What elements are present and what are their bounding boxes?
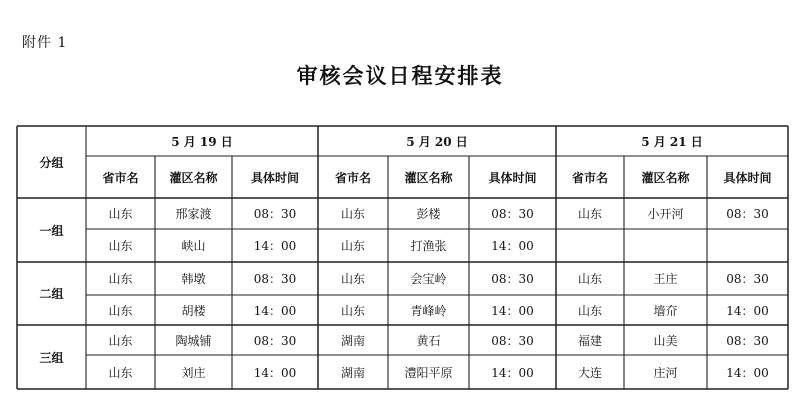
time-cell <box>707 229 788 262</box>
province-cell: 山东 <box>340 207 365 221</box>
province-cell: 山东 <box>108 333 133 348</box>
time-cell: 14：00 <box>253 303 297 318</box>
district-header: 灌区名称 <box>641 170 690 185</box>
district-cell <box>624 229 707 262</box>
district-cell: 墙夼 <box>653 303 678 318</box>
province-cell: 山东 <box>340 272 365 286</box>
province-cell: 山东 <box>108 365 133 380</box>
time-cell: 08：30 <box>491 333 534 348</box>
district-cell: 庄河 <box>653 365 678 380</box>
province-cell: 山东 <box>340 239 365 253</box>
district-cell: 胡楼 <box>181 303 206 318</box>
district-cell: 韩墩 <box>181 272 206 286</box>
province-cell: 湖南 <box>340 365 365 380</box>
time-cell: 14：00 <box>491 303 534 318</box>
province-cell: 福建 <box>577 333 602 348</box>
time-cell: 14：00 <box>491 365 534 380</box>
time-cell: 14：00 <box>253 365 297 380</box>
province-cell: 山东 <box>108 207 133 221</box>
district-cell: 青峰岭 <box>410 303 447 318</box>
district-cell: 山美 <box>653 333 678 348</box>
district-cell: 会宝岭 <box>410 272 447 286</box>
group-label: 三组 <box>39 350 64 365</box>
attachment-label: 附件 1 <box>22 35 68 51</box>
time-cell: 08：30 <box>726 333 769 348</box>
time-cell: 14：00 <box>726 365 769 380</box>
date-header: 5 月 21 日 <box>641 134 703 149</box>
district-cell: 小开河 <box>647 207 684 221</box>
time-cell: 14：00 <box>253 239 297 253</box>
time-header: 具体时间 <box>723 170 772 185</box>
district-header: 灌区名称 <box>169 170 218 185</box>
district-cell: 黄石 <box>416 333 441 348</box>
time-cell: 08：30 <box>253 333 297 348</box>
province-header: 省市名 <box>102 170 139 185</box>
province-header: 省市名 <box>571 170 608 185</box>
district-cell: 彭楼 <box>416 207 441 221</box>
district-cell: 王庄 <box>653 272 678 286</box>
group-label: 一组 <box>39 223 64 238</box>
province-cell: 山东 <box>108 303 133 318</box>
province-cell: 山东 <box>108 239 133 253</box>
time-header: 具体时间 <box>250 170 299 185</box>
time-cell: 08：30 <box>726 272 769 286</box>
province-cell: 大连 <box>577 365 602 380</box>
group-label: 二组 <box>39 287 64 301</box>
time-cell: 14：00 <box>491 239 534 253</box>
district-cell: 刘庄 <box>181 365 206 380</box>
province-cell: 山东 <box>577 303 602 318</box>
district-cell: 陶城铺 <box>175 333 212 348</box>
district-header: 灌区名称 <box>404 170 453 185</box>
province-cell <box>556 229 624 262</box>
time-cell: 08：30 <box>253 207 297 221</box>
time-cell: 08：30 <box>491 272 534 286</box>
district-cell: 澧阳平原 <box>404 365 453 380</box>
date-header: 5 月 20 日 <box>406 134 468 149</box>
province-cell: 山东 <box>577 207 602 221</box>
time-header: 具体时间 <box>488 170 537 185</box>
time-cell: 08：30 <box>253 272 297 286</box>
province-cell: 山东 <box>340 303 365 318</box>
province-cell: 湖南 <box>340 333 365 348</box>
district-cell: 打渔张 <box>410 239 447 253</box>
province-cell: 山东 <box>108 272 133 286</box>
page-title: 审核会议日程安排表 <box>296 63 504 88</box>
province-header: 省市名 <box>334 170 371 185</box>
group-column-header: 分组 <box>39 155 64 170</box>
time-cell: 14：00 <box>726 303 769 318</box>
district-cell: 邢家渡 <box>175 207 212 221</box>
province-cell: 山东 <box>577 272 602 286</box>
time-cell: 08：30 <box>491 207 534 221</box>
date-header: 5 月 19 日 <box>171 134 233 149</box>
district-cell: 峡山 <box>181 239 206 253</box>
time-cell: 08：30 <box>726 207 769 221</box>
